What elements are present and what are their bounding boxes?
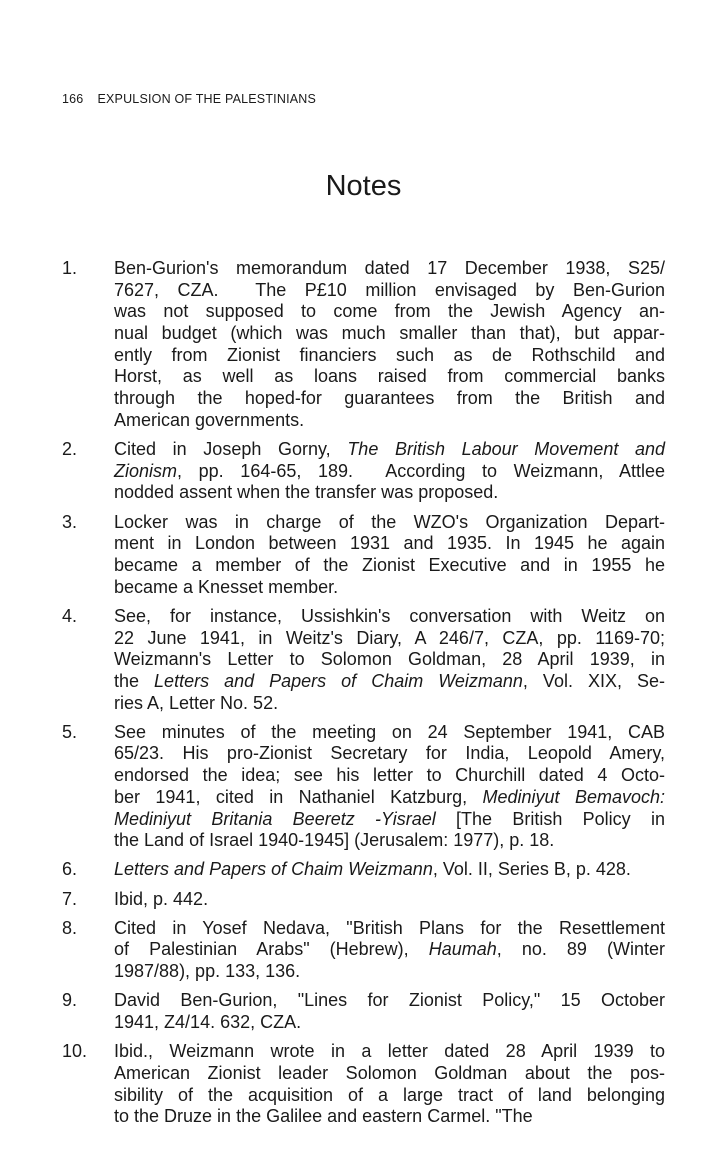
- note-text: [114, 512, 665, 599]
- note-item: [62, 859, 665, 881]
- text-segment: Cited in Joseph Gorny,: [114, 439, 348, 459]
- italic-title: Haumah: [428, 939, 497, 960]
- text-segment: endorsed the idea; see his letter to Churchill dated 4 Octo-: [114, 765, 665, 786]
- note-text: [114, 859, 665, 881]
- note-line: [114, 388, 665, 410]
- note-text: [114, 918, 665, 983]
- note-line: [114, 722, 665, 744]
- note-line: [114, 410, 665, 432]
- note-item: [62, 889, 665, 911]
- note-text: [114, 258, 665, 432]
- text-segment: ries A, Letter No. 52.: [114, 692, 279, 713]
- text-segment: 1941, Z4/14. 632, CZA.: [114, 1012, 302, 1032]
- text-segment: See minutes of the meeting on 24 September 1941, CAB: [114, 721, 665, 742]
- running-title: EXPULSION OF THE PALESTINIANS: [97, 92, 317, 106]
- note-number: 2.: [62, 439, 78, 459]
- text-segment: Ben-Gurion's memorandum dated 17 December 1938, S25/: [114, 258, 665, 278]
- text-segment: became a Knesset member.: [114, 576, 339, 597]
- text-segment: 7627, CZA. The P£10 million envisaged by Ben-Gurion: [114, 279, 665, 300]
- note-line: [114, 743, 665, 765]
- note-line: [114, 830, 665, 852]
- note-line: [114, 787, 665, 809]
- text-segment: [The British Policy in: [435, 808, 665, 829]
- text-segment: Horst, as well as loans raised from commercial banks: [114, 366, 665, 387]
- text-segment: ber 1941, cited in Nathaniel Katzburg,: [114, 786, 483, 807]
- note-text: [114, 606, 665, 714]
- note-number: 9.: [62, 990, 78, 1011]
- note-line: [114, 990, 665, 1012]
- note-line: [114, 693, 665, 715]
- note-line: [114, 301, 665, 323]
- italic-title: Letters and Papers of Chaim Weizmann: [154, 670, 523, 691]
- note-line: [114, 366, 665, 388]
- note-line: [114, 258, 665, 280]
- italic-title: Mediniyut Bemavoch:: [482, 786, 665, 807]
- running-header: [62, 92, 316, 106]
- text-segment: American governments.: [114, 409, 305, 430]
- note-line: [114, 555, 665, 577]
- note-line: [114, 1085, 665, 1107]
- text-segment: ment in London between 1931 and 1935. In 1945 he again: [114, 533, 665, 554]
- text-segment: was not supposed to come from the Jewish Agency an-: [114, 301, 665, 322]
- text-segment: ently from Zionist financiers such as de Rothschild and: [114, 344, 665, 365]
- text-segment: of Palestinian Arabs" (Hebrew),: [114, 939, 429, 960]
- text-segment: the Land of Israel 1940-1945] (Jerusalem: 1977), p. 18.: [114, 830, 555, 851]
- text-segment: See, for instance, Ussishkin's conversation with Weitz on: [114, 605, 665, 626]
- text-segment: sibility of the acquisition of a large tract of land belonging: [114, 1084, 665, 1105]
- text-segment: Ibid, p. 442.: [114, 888, 209, 909]
- text-segment: 1987/88), pp. 133, 136.: [114, 961, 301, 982]
- page-number: 166: [62, 92, 84, 106]
- note-item: [62, 990, 665, 1033]
- note-text: [114, 439, 665, 504]
- text-segment: Ibid., Weizmann wrote in a letter dated 28 April 1939 to: [114, 1041, 665, 1062]
- text-segment: , no. 89 (Winter: [496, 939, 665, 960]
- note-number: 8.: [62, 917, 78, 938]
- text-segment: through the hoped-for guarantees from the British and: [114, 388, 665, 409]
- note-item: [62, 512, 665, 599]
- note-number: 4.: [62, 605, 78, 626]
- italic-title: Mediniyut Britania Beeretz -Yisrael: [114, 808, 436, 829]
- note-line: [114, 1106, 665, 1128]
- note-text: [114, 990, 665, 1033]
- note-line: [114, 1012, 665, 1034]
- text-segment: , Vol. II, Series B, p. 428.: [432, 859, 631, 880]
- note-number: 1.: [62, 258, 78, 278]
- text-segment: David Ben-Gurion, "Lines for Zionist Policy," 15 October: [114, 990, 665, 1011]
- note-line: [114, 961, 665, 983]
- notes-list: [62, 258, 665, 1135]
- note-line: [114, 859, 665, 881]
- text-segment: Weizmann's Letter to Solomon Goldman, 28 April 1939, in: [114, 649, 665, 670]
- note-line: [114, 1041, 665, 1063]
- note-line: [114, 439, 665, 461]
- note-item: [62, 439, 665, 504]
- text-segment: nodded assent when the transfer was proposed.: [114, 482, 499, 503]
- note-number: 10.: [62, 1041, 88, 1062]
- note-line: [114, 671, 665, 693]
- italic-title: Letters and Papers of Chaim Weizmann: [114, 859, 433, 880]
- note-line: [114, 512, 665, 534]
- note-line: [114, 577, 665, 599]
- text-segment: Locker was in charge of the WZO's Organization Depart-: [114, 511, 665, 532]
- note-line: [114, 649, 665, 671]
- note-number: 7.: [62, 888, 78, 909]
- text-segment: , pp. 164-65, 189. According to Weizmann, Attlee: [177, 460, 665, 481]
- note-line: [114, 765, 665, 787]
- note-number: 6.: [62, 859, 78, 880]
- note-line: [114, 345, 665, 367]
- note-line: [114, 809, 665, 831]
- note-line: [114, 606, 665, 628]
- note-item: [62, 722, 665, 852]
- note-line: [114, 533, 665, 555]
- text-segment: became a member of the Zionist Executive and in 1955 he: [114, 554, 665, 575]
- text-segment: the: [114, 670, 155, 691]
- note-item: [62, 1041, 665, 1128]
- note-line: [114, 1063, 665, 1085]
- note-item: [62, 918, 665, 983]
- text-segment: 22 June 1941, in Weitz's Diary, A 246/7, CZA, pp. 1169-70;: [114, 627, 665, 648]
- note-line: [114, 323, 665, 345]
- note-item: [62, 606, 665, 714]
- text-segment: , Vol. XIX, Se-: [522, 670, 665, 691]
- note-line: [114, 628, 665, 650]
- note-line: [114, 482, 665, 504]
- note-number: 3.: [62, 511, 78, 532]
- italic-title: Zionism: [114, 460, 178, 481]
- note-number: 5.: [62, 721, 78, 742]
- note-line: [114, 889, 665, 911]
- note-text: [114, 889, 665, 911]
- text-segment: nual budget (which was much smaller than that), but appar-: [114, 323, 665, 344]
- text-segment: American Zionist leader Solomon Goldman about the pos-: [114, 1062, 665, 1083]
- italic-title: The British Labour Movement and: [347, 439, 665, 459]
- note-text: [114, 722, 665, 852]
- section-title: Notes: [325, 170, 402, 202]
- note-line: [114, 939, 665, 961]
- note-item: [62, 258, 665, 432]
- note-line: [114, 918, 665, 940]
- note-line: [114, 461, 665, 483]
- note-text: [114, 1041, 665, 1128]
- note-line: [114, 280, 665, 302]
- text-segment: 65/23. His pro-Zionist Secretary for India, Leopold Amery,: [114, 743, 665, 764]
- text-segment: Cited in Yosef Nedava, "British Plans for the Resettlement: [114, 917, 665, 938]
- text-segment: to the Druze in the Galilee and eastern Carmel. "The: [114, 1106, 533, 1127]
